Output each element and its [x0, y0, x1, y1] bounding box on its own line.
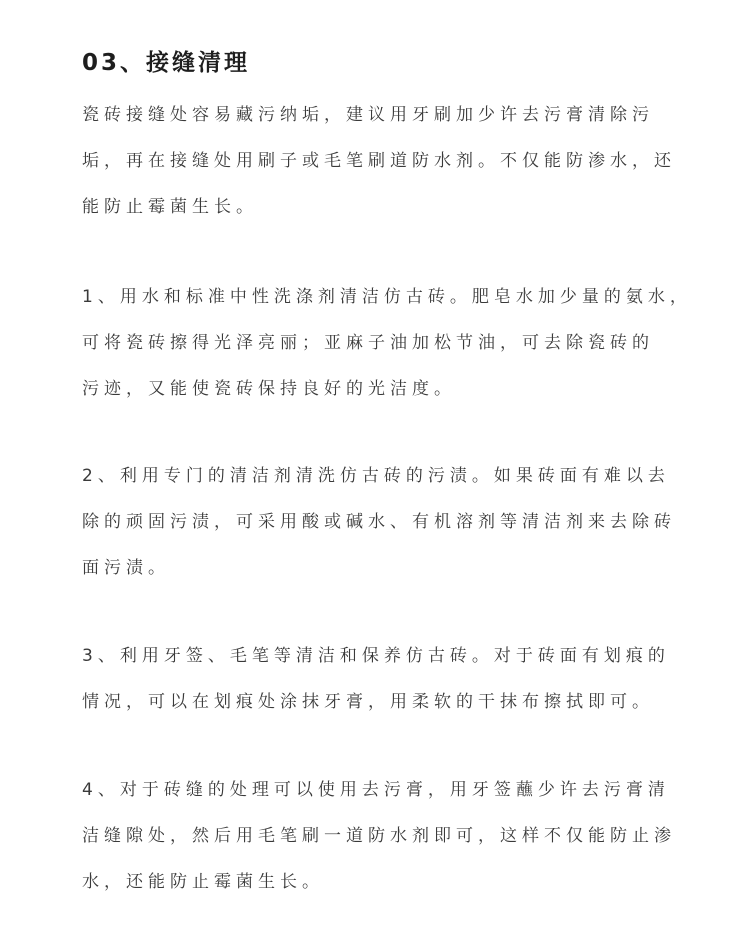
- tip-paragraph-4: [82, 767, 722, 905]
- paragraph-line: 能防止霉菌生长。: [82, 197, 258, 217]
- paragraph-line: 可将瓷砖擦得光泽亮丽；亚麻子油加松节油，可去除瓷砖的: [82, 333, 654, 353]
- paragraph-line: 面污渍。: [82, 558, 170, 578]
- paragraph-line: 除的顽固污渍，可采用酸或碱水、有机溶剂等清洁剂来去除砖: [82, 512, 676, 532]
- paragraph-line: 垢，再在接缝处用刷子或毛笔刷道防水剂。不仅能防渗水，还: [82, 151, 676, 171]
- paragraph-line: 水，还能防止霉菌生长。: [82, 872, 324, 892]
- section-heading: 03、接缝清理: [82, 50, 251, 76]
- paragraph-line: 污迹，又能使瓷砖保持良好的光洁度。: [82, 379, 456, 399]
- paragraph-line: 1、用水和标准中性洗涤剂清洁仿古砖。肥皂水加少量的氨水，: [82, 287, 692, 307]
- paragraph-line: 情况，可以在划痕处涂抹牙膏，用柔软的干抹布擦拭即可。: [82, 692, 654, 712]
- tip-paragraph-2: [82, 453, 722, 591]
- tip-paragraph-1: [82, 274, 722, 412]
- paragraph-line: 2、利用专门的清洁剂清洗仿古砖的污渍。如果砖面有难以去: [82, 466, 670, 486]
- paragraph-line: 瓷砖接缝处容易藏污纳垢，建议用牙刷加少许去污膏清除污: [82, 105, 654, 125]
- paragraph-line: 洁缝隙处，然后用毛笔刷一道防水剂即可，这样不仅能防止渗: [82, 826, 676, 846]
- tip-paragraph-3: [82, 633, 722, 725]
- paragraph-line: 3、利用牙签、毛笔等清洁和保养仿古砖。对于砖面有划痕的: [82, 646, 670, 666]
- paragraph-line: 4、对于砖缝的处理可以使用去污膏，用牙签蘸少许去污膏清: [82, 780, 670, 800]
- intro-paragraph: [82, 92, 722, 230]
